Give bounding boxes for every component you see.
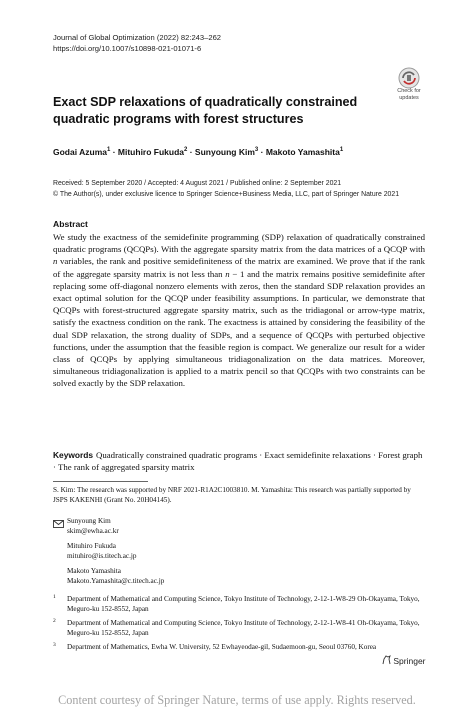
contact-item <box>67 567 164 586</box>
doi-link[interactable]: https://doi.org/10.1007/s10898-021-01071-6 <box>53 43 202 53</box>
abstract-text-3: − 1 and the matrix remains positive semidefinite after replacing some off-diagonal nonzero elements with zeros, then the standard SDP relaxation provides an exact optimal solution for the QCQP under feasibility assumptions. In particular, we demonstrate that QCQPs with forest-structured aggregate sparsity matrix, such as the tridiagonal or arrow-type matrix, satisfy the exactness condition on the rank. The exactness is attained by considering the feasibility of the dual SDP relaxation, the strong duality of SDPs, and a sequence of QCQPs with perturbed objective functions, under the assumption that the feasible region is compact. We generalize our result for a wider class of QCQPs by applying simultaneous tridiagonalization on the data matrices. Moreover, simultaneous tridiagonalization is applied to a matrix pencil so that QCQPs with two constraints can be solved exactly by the SDP relaxation. <box>53 268 425 389</box>
springer-logo-text: Springer <box>393 656 426 666</box>
affiliation-number: 3 <box>53 642 56 648</box>
badge-line-2: updates <box>399 94 419 101</box>
contact-email[interactable]: Makoto.Yamashita@c.titech.ac.jp <box>67 576 165 585</box>
abstract-text-2: variables, the rank and positive semidefiniteness of the matrix are examined. We prove that if the rank of the aggregate sparsity matrix is not less than <box>53 256 425 279</box>
springer-logo <box>382 655 427 667</box>
affiliation-text: Department of Mathematical and Computing Science, Tokyo Institute of Technology, 2-12-1-W8-29 Oh-Okayama, Tokyo, Meguro-ku 152-8552, Japan <box>67 595 420 613</box>
affiliation-text: Department of Mathematical and Computing Science, Tokyo Institute of Technology, 2-12-1-W8-41 Oh-Okayama, Tokyo, Meguro-ku 152-8552, Japan <box>67 619 420 637</box>
math-variable-n: n <box>225 268 230 279</box>
contact-email[interactable]: skim@ewha.ac.kr <box>67 526 119 535</box>
journal-citation: Journal of Global Optimization (2022) 82:243–262 <box>53 33 222 42</box>
affiliation-number: 1 <box>53 594 56 600</box>
contact-email[interactable]: mituhiro@is.titech.ac.jp <box>67 551 137 560</box>
mail-icon <box>53 520 65 529</box>
contact-item <box>67 517 119 536</box>
affiliation-number: 2 <box>53 618 56 624</box>
abstract-body <box>53 231 425 390</box>
publication-dates <box>53 179 433 200</box>
abstract-heading: Abstract <box>53 219 88 229</box>
publication-history: Received: 5 September 2020 / Accepted: 4 August 2021 / Published online: 2 September 2021 <box>53 180 342 187</box>
check-for-updates-label[interactable] <box>388 88 430 101</box>
math-variable-n: n <box>53 256 58 267</box>
abstract-text-1: We study the exactness of the semidefinite programming (SDP) relaxation of quadratically constrained quadratic programs (QCQPs). With the aggregate sparsity matrix from the data matrices of a QCQP with <box>53 232 425 255</box>
courtesy-notice: Content courtesy of Springer Nature, terms of use apply. Rights reserved. <box>58 693 416 707</box>
author-affiliation-mark: 1 <box>339 147 344 154</box>
author-affiliation-mark: 1 <box>107 147 111 154</box>
affiliation-text: Department of Mathematics, Ewha W. University, 52 Ewhayeodae-gil, Sudaemoon-gu, Seoul 03760, Korea <box>67 643 377 651</box>
contact-name: Makoto Yamashita <box>67 567 121 575</box>
contact-name: Mituhiro Fukuda <box>67 542 116 550</box>
footnote-divider <box>53 481 148 482</box>
author-name: Makoto Yamashita <box>265 147 340 157</box>
badge-line-1: Check for <box>397 88 421 94</box>
contact-name: Sunyoung Kim <box>67 517 111 525</box>
funding-footnote: S. Kim: The research was supported by NRF 2021-R1A2C1003810. M. Yamashita: This research was partially supported by JSPS KAKENHI (Grant No. 20H04145). <box>53 486 411 505</box>
author-affiliation-mark: 3 <box>254 147 259 154</box>
author-separator: · <box>187 147 195 157</box>
keywords-label: Keywords <box>53 450 94 460</box>
author-separator: · <box>258 147 266 157</box>
author-name: Sunyoung Kim <box>194 147 255 157</box>
author-name: Mituhiro Fukuda <box>117 147 185 157</box>
springer-horse-icon <box>382 655 391 665</box>
author-affiliation-mark: 2 <box>184 147 188 154</box>
copyright-notice: © The Author(s), under exclusive licence to Springer Science+Business Media, LLC, part of Springer Nature 2021 <box>53 190 400 198</box>
author-separator: · <box>110 147 118 157</box>
keywords-text: Quadratically constrained quadratic programs · Exact semidefinite relaxations · Forest graph · The rank of aggregated sparsity matrix <box>53 450 423 473</box>
author-list <box>53 147 343 157</box>
journal-header <box>53 33 221 54</box>
author-name: Godai Azuma <box>53 147 107 157</box>
paper-title: Exact SDP relaxations of quadratically constrained quadratic programs with forest structures <box>53 95 358 126</box>
keywords <box>53 449 425 473</box>
contact-item <box>67 542 137 561</box>
